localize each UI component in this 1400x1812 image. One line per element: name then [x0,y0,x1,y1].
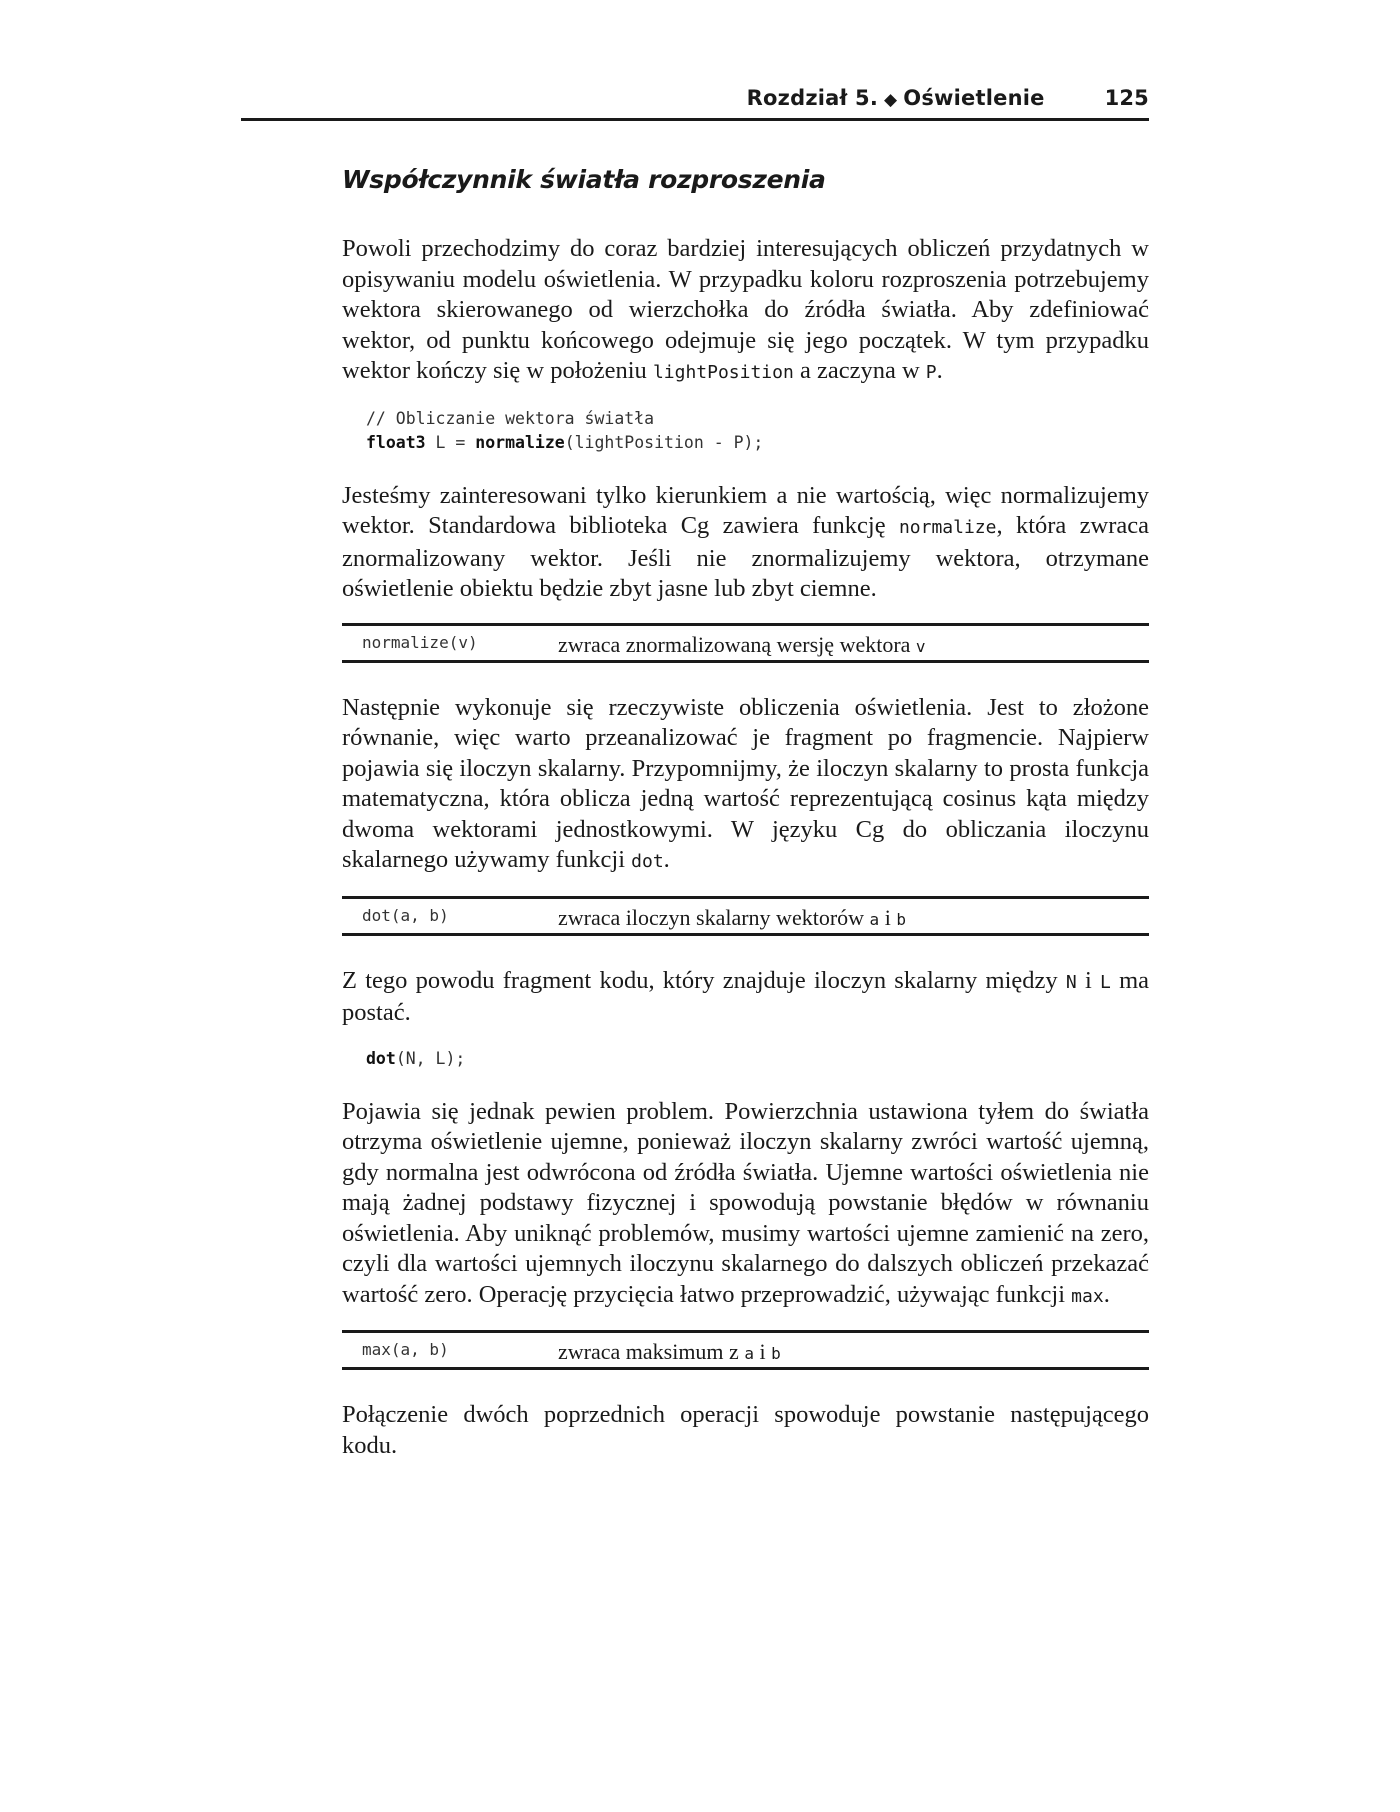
code-text: (N, L); [395,1048,466,1068]
desc-text: zwraca znormalizowaną wersję wektora [558,631,916,657]
function-reference-normalize [342,623,1149,663]
desc-text: zwraca maksimum z [558,1339,745,1364]
function-signature: dot(a, b) [362,905,449,925]
code-block-dot [366,1047,1149,1071]
function-description [558,1339,781,1365]
function-signature: normalize(v) [362,632,478,652]
p1-code-lightposition: lightPosition [652,362,794,383]
paragraph-1 [342,234,1149,389]
code-text: (lightPosition - P); [564,432,764,452]
paragraph-6 [342,1400,1149,1461]
function-reference-dot [342,896,1149,936]
function-reference-max [342,1330,1149,1370]
running-header [241,82,1149,121]
p1-text: Powoli przechodzimy do coraz bardziej interesujących obliczeń przydatnych w opisywaniu modelu oświetlenia. W przypadku koloru rozproszenia potrzebujemy wektora skierowanego od wierzchołka do źródła światła. Aby zdefiniować wektor, od punktu końcowego odejmuje się jego początek. W tym przypadku wektor kończy się w położeniu [342,235,1149,384]
desc-text: i [753,1339,772,1364]
code-text: L = [425,432,476,452]
p3-code-dot: dot [631,851,664,872]
code-keyword: float3 [366,432,426,452]
p2-text: , która zwraca znormalizowany wektor. Jeśli nie znormalizujemy wektora, otrzymane oświetlenie obiektu będzie zbyt jasne lub zbyt ciemne. [342,512,1149,602]
code-keyword: normalize [475,432,565,452]
diamond-separator-icon: ◆ [884,90,898,110]
code-keyword: dot [366,1048,396,1068]
desc-text: i [879,904,897,930]
p5-text: Pojawia się jednak pewien problem. Powierzchnia ustawiona tyłem do światła otrzyma oświetlenie ujemne, ponieważ iloczyn skalarny zwróci wartość ujemną, gdy normalna jest odwrócona od źródła światła. Ujemne wartości oświetlenia nie mają żadnej podstawy fizycznej i spowodują powstanie błędów w równaniu oświetlenia. Aby uniknąć problemów, musimy wartości ujemne zamienić na zero, czyli dla wartości ujemnych iloczynu skalarnego do dalszych obliczeń przekazać wartość zero. Operację przycięcia łatwo przeprowadzić, używając funkcji [342,1097,1149,1308]
paragraph-3 [342,693,1149,878]
desc-code: b [896,909,906,929]
p3-text: . [663,846,670,873]
p1-text: . [936,357,943,384]
page-body [342,165,1149,1479]
code-comment: // Obliczanie wektora światła [366,408,655,428]
desc-code: b [771,1344,781,1363]
p1-code-p: P [925,362,937,383]
desc-text: zwraca iloczyn skalarny wektorów [558,904,870,930]
desc-code: a [744,1344,754,1363]
desc-code: v [915,636,926,656]
function-description [558,905,906,931]
p2-text: Jesteśmy zainteresowani tylko kierunkiem a nie wartością, więc normalizujemy wektor. Standardowa biblioteka Cg zawiera funkcję [342,481,1149,539]
p5-code-max: max [1071,1285,1104,1307]
code-block-light-vector [366,407,1149,455]
p4-text: Z tego powodu fragment kodu, który znajduje iloczyn skalarny między [342,966,1066,994]
running-head-text [747,86,1149,110]
p4-text: i [1076,966,1100,994]
p4-code-n: N [1065,971,1077,993]
chapter-label: Rozdział 5. [746,86,879,110]
desc-code: a [869,909,880,929]
p4-code-l: L [1100,971,1111,993]
p5-text: . [1103,1280,1110,1308]
paragraph-2 [342,481,1149,605]
section-title: Współczynnik światła rozproszenia [342,165,826,194]
function-signature: max(a, b) [362,1340,449,1359]
paragraph-4 [342,966,1149,1029]
chapter-title: Oświetlenie [903,86,1045,110]
function-description [558,632,926,658]
paragraph-5 [342,1097,1149,1313]
p4-text: ma postać. [342,966,1150,1026]
code-line [366,431,1149,455]
page-number: 125 [1104,86,1149,110]
p2-code-normalize: normalize [898,517,997,538]
p1-text: a zaczyna w [793,357,926,384]
p3-text: Następnie wykonuje się rzeczywiste obliczenia oświetlenia. Jest to złożone równanie, więc warto przeanalizować je fragment po fragmencie. Najpierw pojawia się iloczyn skalarny. Przypomnijmy, że iloczyn skalarny to prosta funkcja matematyczna, która oblicza jedną wartość reprezentującą cosinus kąta między dwoma wektorami jednostkowymi. W języku Cg do obliczania iloczynu skalarnego używamy funkcji [342,693,1149,873]
p6-text: Połączenie dwóch poprzednich operacji spowoduje powstanie następującego kodu. [342,1401,1149,1459]
